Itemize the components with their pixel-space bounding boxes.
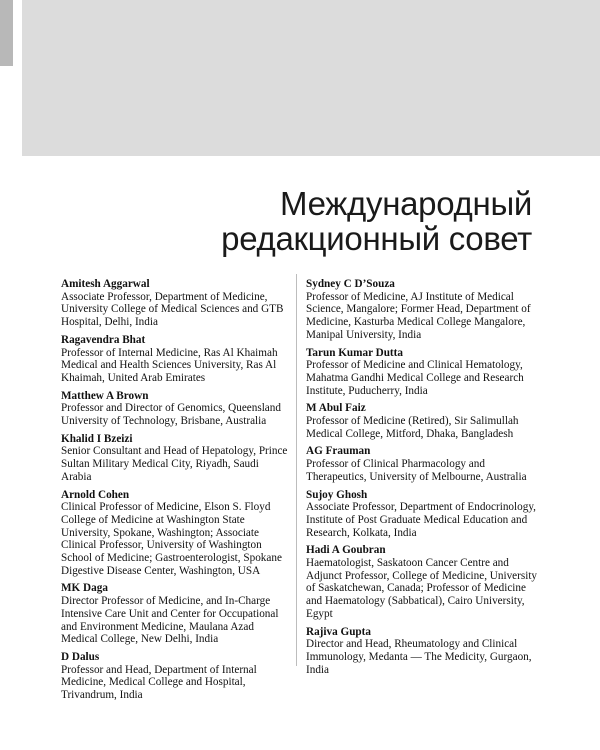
board-member-entry (61, 433, 288, 484)
board-member-entry (306, 445, 538, 483)
page-title-line-1: Международный (280, 185, 532, 222)
left-column (61, 278, 288, 707)
page-title-line-2: редакционный совет (221, 220, 532, 257)
column-divider (296, 274, 297, 666)
board-member-entry (61, 334, 288, 385)
member-name: Amitesh Aggarwal (61, 278, 150, 290)
member-name: Khalid I Bzeizi (61, 432, 133, 445)
page-edge-tab (0, 0, 13, 66)
member-affiliation: Haematologist, Saskatoon Cancer Centre and Adjunct Professor, College of Medicine, University of Saskatchewan, Canada; Professor of Medicine and Haematology (Sabbatical), Cairo University, Egypt (306, 557, 538, 620)
member-name: D Dalus (61, 650, 100, 663)
member-affiliation: Professor and Head, Department of Internal Medicine, Medical College and Hospital, Trivandrum, India (61, 663, 257, 702)
page-title (112, 186, 532, 256)
board-member-entry (306, 626, 538, 677)
board-member-entry (306, 347, 538, 398)
board-member-entry (61, 651, 288, 702)
member-affiliation: Professor of Medicine, AJ Institute of Medical Science, Mangalore; Former Head, Department of Medicine, Kasturba Medical College Mangalore, Manipal University, India (306, 290, 531, 341)
member-name: M Abul Faiz (306, 402, 366, 415)
member-name: Rajiva Gupta (306, 625, 371, 638)
board-member-entry (306, 544, 538, 620)
board-member-entry (306, 489, 538, 540)
member-name: Sujoy Ghosh (306, 488, 368, 501)
member-affiliation: Professor of Clinical Pharmacology and Therapeutics, University of Melbourne, Australia (306, 458, 527, 483)
header-band (22, 0, 600, 156)
right-column (306, 278, 538, 681)
board-member-entry (306, 402, 538, 440)
member-name: Hadi A Goubran (306, 544, 386, 557)
board-member-entry (61, 390, 288, 428)
board-member-entry (61, 582, 288, 646)
member-affiliation: Associate Professor, Department of Endocrinology, Institute of Post Graduate Medical Education and Research, Kolkata, India (306, 501, 536, 539)
member-name: Ragavendra Bhat (61, 333, 146, 346)
member-affiliation: Director Professor of Medicine, and In-Charge Intensive Care Unit and Center for Occupational and Environment Medicine, Maulana Azad Medical College, New Delhi, India (61, 595, 279, 646)
member-affiliation: Professor of Medicine (Retired), Sir Salimullah Medical College, Mitford, Dhaka, Bangladesh (306, 415, 519, 440)
member-affiliation: Professor of Internal Medicine, Ras Al Khaimah Medical and Health Sciences University, Ras Al Khaimah, United Arab Emirates (61, 346, 278, 384)
member-name: Arnold Cohen (61, 488, 130, 501)
member-affiliation: Associate Professor, Department of Medicine, University College of Medical Sciences and GTB Hospital, Delhi, India (61, 290, 284, 329)
member-affiliation: Professor of Medicine and Clinical Hematology, Mahatma Gandhi Medical College and Research Institute, Puducherry, India (306, 359, 524, 397)
member-name: AG Frauman (306, 445, 371, 458)
member-name: Tarun Kumar Dutta (306, 346, 403, 359)
board-member-entry (61, 278, 288, 329)
member-affiliation: Senior Consultant and Head of Hepatology, Prince Sultan Military Medical City, Riyadh, Saudi Arabia (61, 445, 288, 483)
member-affiliation: Director and Head, Rheumatology and Clinical Immunology, Medanta — The Medicity, Gurgaon, India (306, 638, 532, 676)
board-member-entry (306, 278, 538, 342)
member-name: Sydney C D’Souza (306, 278, 395, 290)
member-name: MK Daga (61, 582, 108, 595)
member-affiliation: Clinical Professor of Medicine, Elson S. Floyd College of Medicine at Washington State University, Spokane, Washington; Associate Clinical Professor, University of Washington School of Medicine; Gastroenterologist, Spokane Digestive Disease Center, Washington, USA (61, 501, 282, 577)
member-affiliation: Professor and Director of Genomics, Queensland University of Technology, Brisbane, Australia (61, 402, 281, 428)
member-name: Matthew A Brown (61, 389, 149, 402)
board-member-entry (61, 489, 288, 578)
